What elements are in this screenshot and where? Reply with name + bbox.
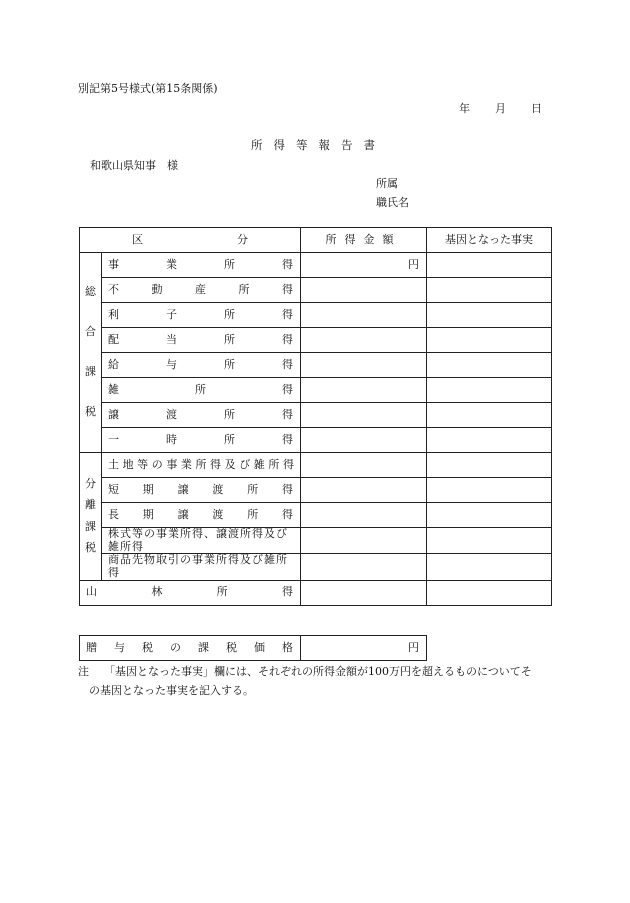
amount-cell[interactable] <box>301 428 427 453</box>
fact-cell[interactable] <box>427 453 552 478</box>
fact-cell[interactable] <box>427 528 552 554</box>
fact-cell[interactable] <box>427 503 552 528</box>
income-row <box>80 378 552 403</box>
amount-cell[interactable] <box>301 353 427 378</box>
income-type-label: 譲 渡 所 得 <box>102 403 301 428</box>
amount-cell[interactable] <box>301 528 427 554</box>
date-year-label: 年 <box>459 102 470 115</box>
amount-cell[interactable] <box>301 554 427 580</box>
fact-cell[interactable] <box>427 253 552 278</box>
income-type-label: 株式等の事業所得、譲渡所得及び雑所得 <box>102 528 301 554</box>
income-row <box>80 303 552 328</box>
amount-cell[interactable] <box>301 478 427 503</box>
income-row <box>80 403 552 428</box>
name-label: 職氏名 <box>376 196 409 209</box>
income-row <box>80 278 552 303</box>
income-row <box>80 453 552 478</box>
income-row <box>80 503 552 528</box>
income-row <box>80 253 552 278</box>
header-category <box>80 228 301 253</box>
income-type-label: 商品先物取引の事業所得及び雑所得 <box>102 554 301 580</box>
header-amount <box>301 228 427 253</box>
amount-cell[interactable] <box>301 503 427 528</box>
income-row <box>80 428 552 453</box>
gift-tax-amount[interactable]: 円 <box>301 636 427 661</box>
fact-cell[interactable] <box>427 554 552 580</box>
date-day-label: 日 <box>531 102 542 115</box>
amount-cell[interactable] <box>301 453 427 478</box>
addressee: 和歌山県知事 様 <box>90 159 178 172</box>
note-line-2: の基因となった事実を記入する。 <box>89 684 254 697</box>
amount-cell[interactable] <box>301 328 427 353</box>
fact-cell[interactable] <box>427 428 552 453</box>
amount-cell[interactable] <box>301 303 427 328</box>
group-label-1: 分 離 課 税 <box>80 453 102 581</box>
note-prefix: 注 <box>78 665 89 678</box>
income-row <box>80 580 552 605</box>
gift-tax-label-cell <box>80 636 301 661</box>
gift-tax-label: 贈 与 税 の 課 税 価 格 <box>86 640 293 654</box>
fact-cell[interactable] <box>427 353 552 378</box>
income-type-label: 短 期 譲 渡 所 得 <box>102 478 301 503</box>
note-line-1: 「基因となった事実」欄には、それぞれの所得金額が100万円を超えるものについてそ <box>104 665 532 678</box>
amount-cell[interactable] <box>301 278 427 303</box>
income-row <box>80 554 552 580</box>
income-type-label: 利 子 所 得 <box>102 303 301 328</box>
income-row <box>80 478 552 503</box>
amount-cell[interactable]: 円 <box>301 253 427 278</box>
income-type-label: 土 地 等 の 事 業 所 得 及 び 雑 所 得 <box>102 453 301 478</box>
income-type-label: 一 時 所 得 <box>102 428 301 453</box>
income-row <box>80 328 552 353</box>
fact-cell[interactable] <box>427 378 552 403</box>
amount-cell[interactable] <box>301 378 427 403</box>
fact-cell[interactable] <box>427 303 552 328</box>
fact-cell[interactable] <box>427 478 552 503</box>
fact-cell[interactable] <box>427 328 552 353</box>
fact-cell[interactable] <box>427 580 552 605</box>
affiliation-label: 所属 <box>376 177 398 190</box>
fact-cell[interactable] <box>427 278 552 303</box>
fact-cell[interactable] <box>427 403 552 428</box>
amount-cell[interactable] <box>301 403 427 428</box>
income-type-label: 配 当 所 得 <box>102 328 301 353</box>
income-type-label: 事 業 所 得 <box>102 253 301 278</box>
header-fact: 基因となった事実 <box>427 228 552 253</box>
form-reference: 別記第5号様式(第15条関係) <box>78 82 218 95</box>
date-month-label: 月 <box>495 102 506 115</box>
income-type-label: 長 期 譲 渡 所 得 <box>102 503 301 528</box>
amount-cell[interactable] <box>301 580 427 605</box>
document-title: 所得等報告書 <box>251 138 386 152</box>
gift-tax-table <box>79 635 427 661</box>
header-category-text: 区 分 <box>132 232 248 246</box>
group-label-0: 総 合 課 税 <box>80 253 102 453</box>
header-amount-text: 所得金額 <box>325 232 402 246</box>
income-type-label: 雑 所 得 <box>102 378 301 403</box>
income-type-label: 山 林 所 得 <box>80 580 301 605</box>
income-row <box>80 528 552 554</box>
income-row <box>80 353 552 378</box>
income-type-label: 不 動 産 所 得 <box>102 278 301 303</box>
income-table <box>79 227 552 606</box>
income-type-label: 給 与 所 得 <box>102 353 301 378</box>
